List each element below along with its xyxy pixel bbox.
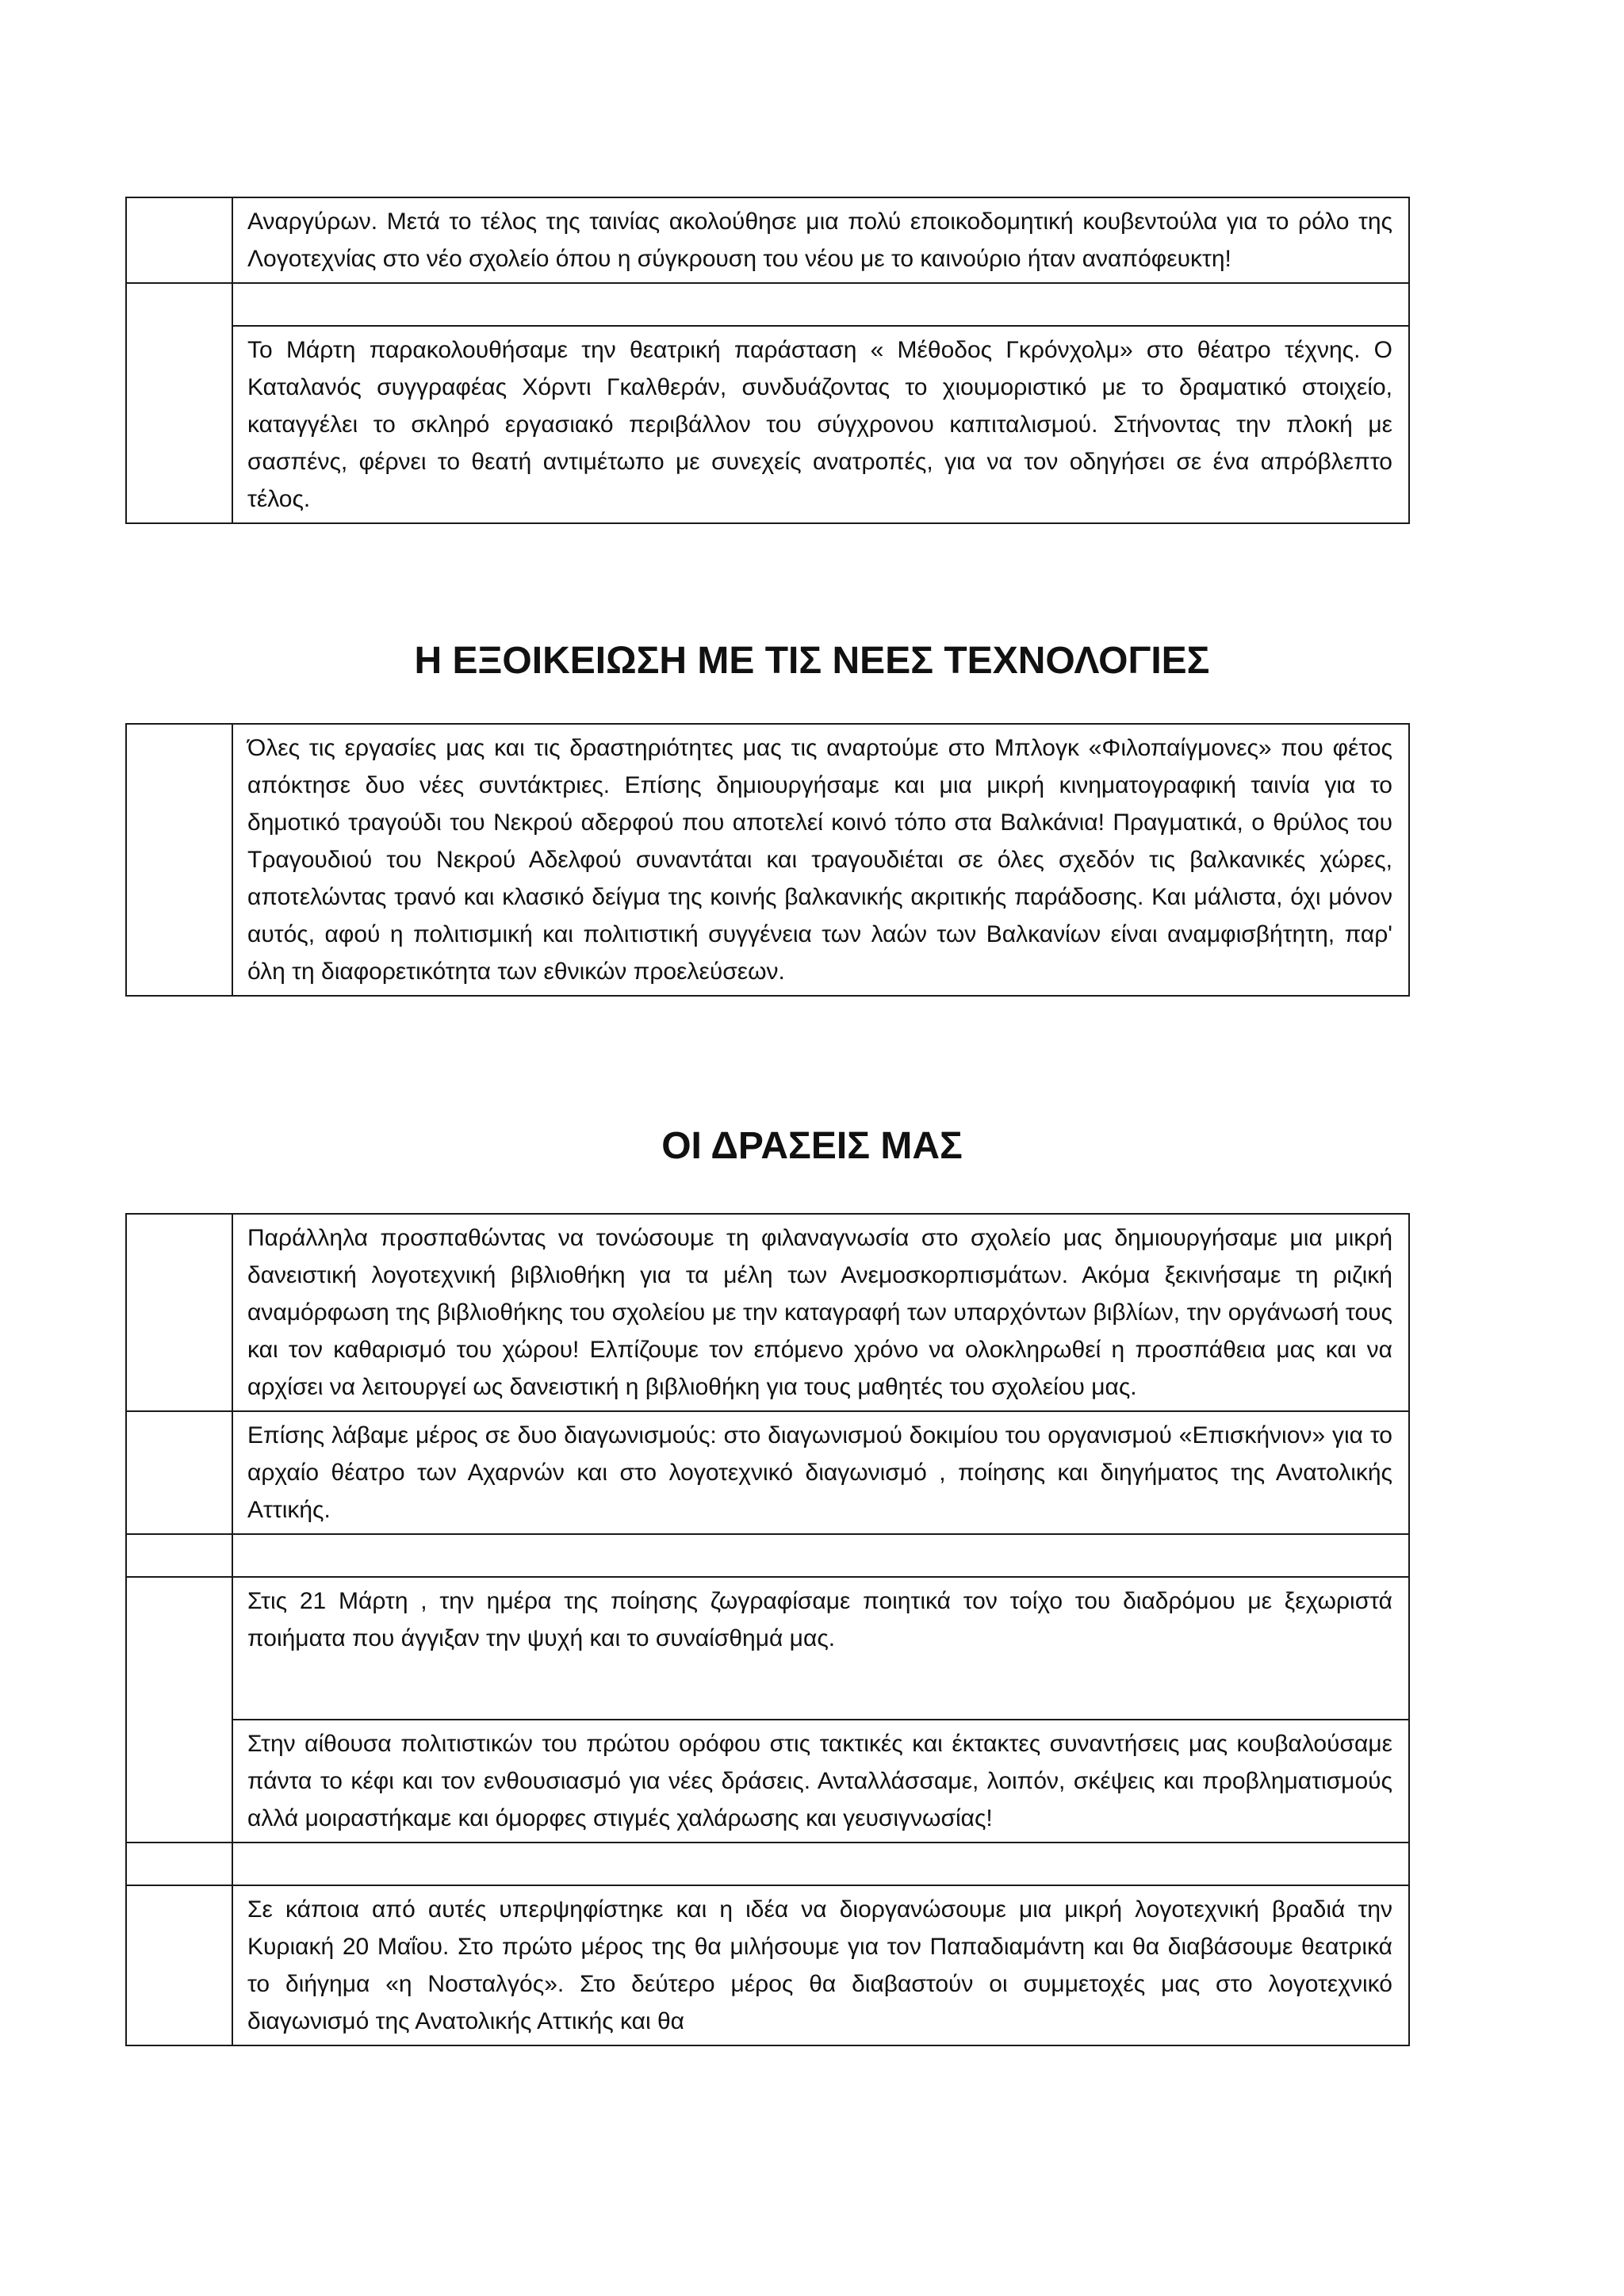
empty-cell xyxy=(126,1885,232,2045)
table-row xyxy=(126,197,1409,283)
table-actions xyxy=(125,1213,1410,2046)
empty-cell xyxy=(126,1843,232,1885)
empty-cell xyxy=(126,1214,232,1411)
spacer-row xyxy=(126,1843,1409,1885)
text-cell: Όλες τις εργασίες μας και τις δραστηριότητες μας τις αναρτούμε στο Μπλογκ «Φιλοπαίγμονες» που φέτος απόκτησε δυο νέες συντάκτριες. Επίσης δημιουργήσαμε και μια μικρή κινηματογραφική ταινία για το δημοτικό τραγούδι του Νεκρού αδερφού που αποτελεί κοινό τόπο στα Βαλκάνια! Πραγματικά, ο θρύλος του Τραγουδιού του Νεκρού Αδελφού συναντάται και τραγουδιέται σε όλες σχεδόν τις βαλκανικές χώρες, αποτελώντας τρανό και κλασικό δείγμα της κοινής βαλκανικής ακριτικής παράδοσης. Και μάλιστα, όχι μόνον αυτός, αφού η πολιτισμική και πολιτιστική συγγένεια των λαών των Βαλκανίων είναι αναμφισβήτητη, παρ' όλη τη διαφορετικότητα των εθνικών προελεύσεων. xyxy=(232,724,1409,996)
spacer-row xyxy=(126,283,1409,326)
table-row xyxy=(126,1411,1409,1534)
empty-cell xyxy=(232,283,1409,326)
table-row xyxy=(126,1720,1409,1843)
text-cell: Επίσης λάβαμε μέρος σε δυο διαγωνισμούς: στο διαγωνισμού δοκιμίου του οργανισμού «Επισκήνιον» για το αρχαίο θέατρο των Αχαρνών και στο λογοτεχνικό διαγωνισμό , ποίησης και διηγήματος της Ανατολικής Αττικής. xyxy=(232,1411,1409,1534)
text-cell: Στις 21 Μάρτη , την ημέρα της ποίησης ζωγραφίσαμε ποιητικά τον τοίχο του διαδρόμου με ξεχωριστά ποιήματα που άγγιξαν την ψυχή και το συναίσθημά μας. xyxy=(232,1577,1409,1720)
empty-cell xyxy=(232,1843,1409,1885)
empty-cell xyxy=(126,724,232,996)
empty-cell xyxy=(126,283,232,523)
spacer-row xyxy=(126,1534,1409,1577)
section-heading-actions: ΟΙ ΔΡΑΣΕΙΣ ΜΑΣ xyxy=(661,1125,963,1167)
section-heading-technologies: Η ΕΞΟΙΚΕΙΩΣΗ ΜΕ ΤΙΣ ΝΕΕΣ ΤΕΧΝΟΛΟΓΙΕΣ xyxy=(414,640,1210,682)
table-theatre xyxy=(125,197,1410,524)
table-row xyxy=(126,724,1409,996)
text-cell: Σε κάποια από αυτές υπερψηφίστηκε και η ιδέα να διοργανώσουμε μια μικρή λογοτεχνική βραδιά την Κυριακή 20 Μαΐου. Στο πρώτο μέρος της θα μιλήσουμε για τον Παπαδιαμάντη και θα διαβάσουμε θεατρικά το διήγημα «η Νοσταλγός». Στο δεύτερο μέρος θα διαβαστούν οι συμμετοχές μας στο λογοτεχνικό διαγωνισμό της Ανατολικής Αττικής και θα xyxy=(232,1885,1409,2045)
empty-cell xyxy=(126,197,232,283)
text-cell: Το Μάρτη παρακολουθήσαμε την θεατρική παράσταση « Μέθοδος Γκρόνχολμ» στο θέατρο τέχνης. Ο Καταλανός συγγραφέας Χόρντι Γκαλθεράν, συνδυάζοντας το χιουμοριστικό με το δραματικό στοιχείο, καταγγέλει το σκληρό εργασιακό περιβάλλον του σύγχρονου καπιταλισμού. Στήνοντας την πλοκή με σασπένς, φέρνει το θεατή αντιμέτωπο με συνεχείς ανατροπές, για να τον οδηγήσει σε ένα απρόβλεπτο τέλος. xyxy=(232,326,1409,523)
table-row xyxy=(126,1577,1409,1720)
table-row xyxy=(126,1214,1409,1411)
text-cell: Στην αίθουσα πολιτιστικών του πρώτου ορόφου στις τακτικές και έκτακτες συναντήσεις μας κουβαλούσαμε πάντα το κέφι και τον ενθουσιασμό για νέες δράσεις. Ανταλλάσσαμε, λοιπόν, σκέψεις και προβληματισμούς αλλά μοιραστήκαμε και όμορφες στιγμές χαλάρωσης και γευσιγνωσίας! xyxy=(232,1720,1409,1843)
empty-cell xyxy=(232,1534,1409,1577)
text-cell: Αναργύρων. Μετά το τέλος της ταινίας ακολούθησε μια πολύ εποικοδομητική κουβεντούλα για το ρόλο της Λογοτεχνίας στο νέο σχολείο όπου η σύγκρουση του νέου με το καινούριο ήταν αναπόφευκτη! xyxy=(232,197,1409,283)
empty-cell xyxy=(126,1411,232,1534)
table-row xyxy=(126,1885,1409,2045)
empty-cell xyxy=(126,1577,232,1843)
table-row xyxy=(126,326,1409,523)
empty-cell xyxy=(126,1534,232,1577)
text-cell: Παράλληλα προσπαθώντας να τονώσουμε τη φιλαναγνωσία στο σχολείο μας δημιουργήσαμε μια μικρή δανειστική λογοτεχνική βιβλιοθήκη για τα μέλη των Ανεμοσκορπισμάτων. Ακόμα ξεκινήσαμε τη ριζική αναμόρφωση της βιβλιοθήκης του σχολείου με την καταγραφή των υπαρχόντων βιβλίων, την οργάνωσή τους και τον καθαρισμό του χώρου! Ελπίζουμε τον επόμενο χρόνο να ολοκληρωθεί η προσπάθεια μας και να αρχίσει να λειτουργεί ως δανειστική η βιβλιοθήκη για τους μαθητές του σχολείου μας. xyxy=(232,1214,1409,1411)
table-technologies xyxy=(125,723,1410,997)
